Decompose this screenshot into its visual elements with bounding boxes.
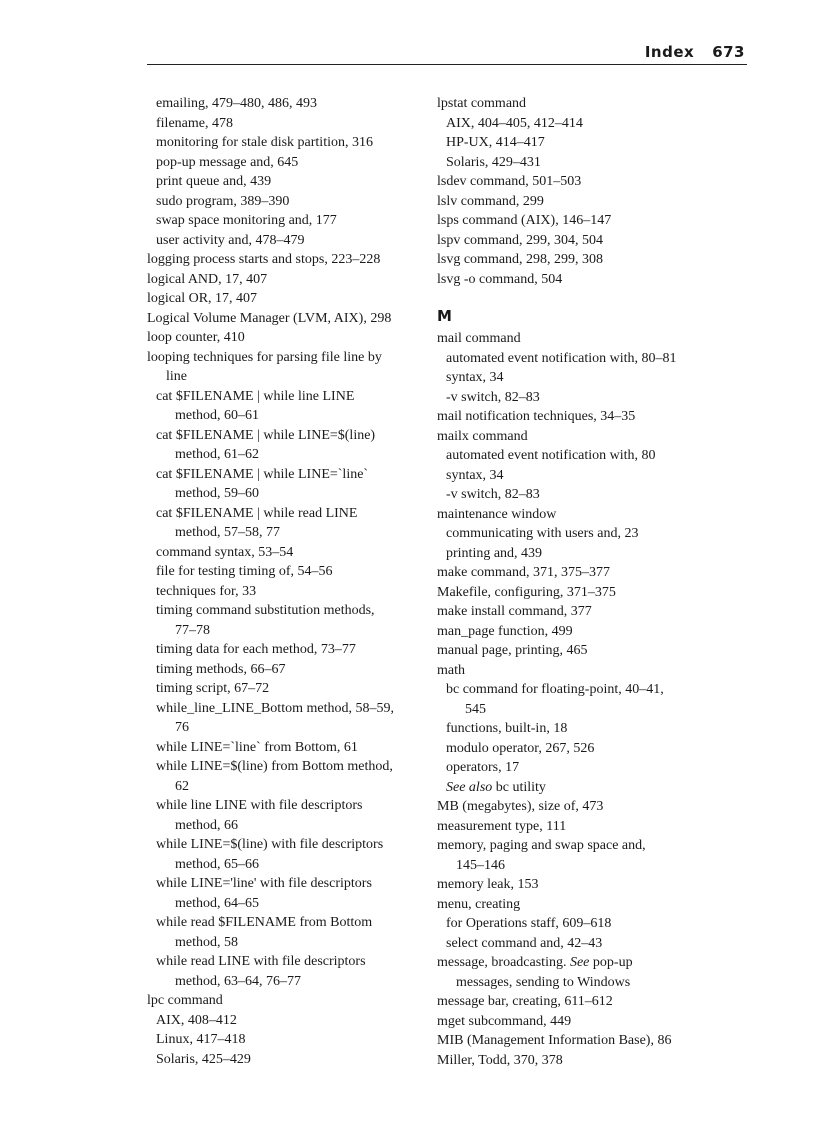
index-entry (437, 641, 737, 661)
index-subentry (437, 153, 737, 173)
entry-continuation: 77–78 (175, 622, 210, 638)
page-header (147, 40, 747, 66)
index-entry (147, 289, 417, 309)
entry-text: lslv command, 299 (437, 193, 544, 209)
index-subentry (147, 699, 417, 738)
entry-text: HP-UX, 414–417 (446, 135, 545, 150)
entry-text: Solaris, 425–429 (156, 1051, 251, 1067)
entry-text: while_line_LINE_Bottom method, 58–59, (156, 700, 394, 716)
entry-text: swap space monitoring and, 177 (156, 213, 337, 228)
entry-text: measurement type, 111 (437, 818, 567, 834)
entry-text: logical OR, 17, 407 (147, 291, 258, 306)
index-entry (437, 94, 737, 114)
entry-continuation: 545 (465, 701, 486, 717)
entry-text: command syntax, 53–54 (156, 544, 294, 560)
index-subentry (147, 796, 417, 835)
index-subentry (437, 349, 737, 369)
entry-continuation: method, 65–66 (175, 856, 259, 872)
entry-text: -v switch, 82–83 (446, 389, 540, 405)
entry-text: operators, 17 (446, 760, 520, 775)
index-subentry (437, 485, 737, 505)
index-subentry (147, 660, 417, 680)
index-subentry (147, 211, 417, 231)
entry-text: Logical Volume Manager (LVM, AIX), 298 (147, 310, 392, 326)
index-subentry (147, 172, 417, 192)
entry-text: lspv command, 299, 304, 504 (437, 232, 604, 248)
index-column-right (437, 94, 737, 1070)
entry-text: cat $FILENAME | while LINE=`line` (156, 466, 369, 482)
entry-text: mget subcommand, 449 (437, 1013, 572, 1029)
entry-text: timing script, 67–72 (156, 681, 270, 696)
index-column-left (147, 94, 417, 1069)
section-letter-heading: M (437, 307, 452, 325)
entry-continuation: method, 57–58, 77 (175, 525, 280, 540)
index-subentry (437, 914, 737, 934)
entry-text: automated event notification with, 80–81 (446, 350, 677, 366)
entry-text: menu, creating (437, 896, 521, 912)
entry-text: cat $FILENAME | while LINE=$(line) (156, 427, 376, 443)
index-subentry (437, 719, 737, 739)
entry-text: while read $FILENAME from Bottom (156, 915, 373, 930)
see-also-reference: See also (446, 779, 493, 795)
index-subentry (147, 465, 417, 504)
entry-text: cat $FILENAME | while line LINE (156, 388, 355, 404)
entry-text: lpc command (147, 993, 223, 1008)
section-title: Index (644, 43, 695, 61)
entry-text: automated event notification with, 80 (446, 448, 656, 463)
index-subentry (437, 758, 737, 778)
index-entry (147, 309, 417, 329)
index-subentry (147, 231, 417, 251)
entry-continuation: method, 64–65 (175, 895, 259, 911)
entry-text: lsvg command, 298, 299, 308 (437, 252, 604, 267)
index-entry (437, 172, 737, 192)
index-entry (437, 192, 737, 212)
index-entry (437, 231, 737, 251)
index-subentry (147, 543, 417, 563)
entry-text: lpstat command (437, 96, 527, 111)
index-entry (147, 328, 417, 348)
entry-text: while LINE='line' with file descriptors (156, 876, 372, 891)
entry-text: message bar, creating, 611–612 (437, 994, 613, 1009)
entry-text: mail notification techniques, 34–35 (437, 409, 636, 424)
entry-text: timing data for each method, 73–77 (156, 642, 356, 657)
index-group-m (437, 329, 737, 1070)
index-subentry (147, 426, 417, 465)
index-entry (437, 622, 737, 642)
entry-text: Linux, 417–418 (156, 1032, 246, 1047)
entry-continuation: method, 60–61 (175, 408, 259, 423)
entry-continuation: 76 (175, 720, 189, 735)
index-subentry (437, 466, 737, 486)
entry-continuation: method, 63–64, 76–77 (175, 973, 301, 989)
entry-text: message, broadcasting. (437, 955, 567, 970)
entry-text: make install command, 377 (437, 604, 592, 619)
index-subentry (437, 544, 737, 564)
index-entry (437, 797, 737, 817)
index-subentry (147, 679, 417, 699)
index-subentry (147, 874, 417, 913)
entry-text: bc command for floating-point, 40–41, (446, 682, 664, 697)
entry-text: emailing, 479–480, 486, 493 (156, 96, 317, 111)
index-subentry (437, 368, 737, 388)
entry-text: user activity and, 478–479 (156, 232, 305, 248)
index-subentry (147, 133, 417, 153)
entry-text: Miller, Todd, 370, 378 (437, 1052, 563, 1068)
index-entry (437, 427, 737, 447)
index-subentry (437, 388, 737, 408)
index-entry (437, 1051, 737, 1071)
index-subentry (437, 446, 737, 466)
index-entry (437, 1012, 737, 1032)
index-subentry (437, 524, 737, 544)
page-number: 673 (712, 43, 745, 61)
entry-text: communicating with users and, 23 (446, 526, 639, 541)
index-subentry (147, 582, 417, 602)
entry-text: AIX, 404–405, 412–414 (446, 115, 583, 131)
entry-text: looping techniques for parsing file line by (147, 349, 382, 365)
entry-text: printing and, 439 (446, 545, 543, 561)
index-entry (437, 817, 737, 837)
index-entry (437, 211, 737, 231)
index-subentry (147, 757, 417, 796)
entry-text: memory, paging and swap space and, (437, 838, 646, 853)
entry-continuation: method, 59–60 (175, 486, 259, 501)
entry-continuation: 145–146 (456, 857, 505, 873)
index-entry (437, 602, 737, 622)
index-subentry (437, 934, 737, 954)
index-entry (437, 407, 737, 427)
entry-text: techniques for, 33 (156, 583, 257, 599)
entry-text: make command, 371, 375–377 (437, 565, 611, 580)
index-subentry (147, 913, 417, 952)
entry-text: logical AND, 17, 407 (147, 271, 268, 287)
index-subentry (437, 133, 737, 153)
entry-text: modulo operator, 267, 526 (446, 740, 595, 756)
index-subentry (147, 601, 417, 640)
index-entry (437, 250, 737, 270)
entry-text: -v switch, 82–83 (446, 487, 540, 502)
index-subentry (147, 153, 417, 173)
entry-text: bc utility (495, 779, 546, 795)
index-entry (437, 563, 737, 583)
entry-text: AIX, 408–412 (156, 1012, 237, 1028)
running-head (645, 43, 745, 61)
index-subentry (147, 504, 417, 543)
index-entry (147, 348, 417, 387)
entry-text: loop counter, 410 (147, 330, 245, 345)
index-subentry (147, 192, 417, 212)
entry-text: MIB (Management Information Base), 86 (437, 1033, 672, 1048)
index-entry (437, 661, 737, 681)
entry-continuation: method, 58 (175, 934, 238, 950)
entry-text: while LINE=$(line) from Bottom method, (156, 759, 393, 774)
index-subentry (147, 738, 417, 758)
index-subentry (437, 778, 737, 798)
entry-text: pop-up (592, 955, 633, 970)
entry-text: cat $FILENAME | while read LINE (156, 505, 358, 521)
index-subentry (147, 835, 417, 874)
index-entry (437, 1031, 737, 1051)
index-subentry (147, 1030, 417, 1050)
index-entry (437, 895, 737, 915)
entry-text: syntax, 34 (446, 370, 504, 385)
index-subentry (147, 94, 417, 114)
entry-continuation: method, 61–62 (175, 447, 259, 462)
index-subentry (147, 640, 417, 660)
entry-text: print queue and, 439 (156, 174, 272, 189)
header-rule (147, 64, 747, 65)
entry-text: timing command substitution methods, (156, 603, 375, 618)
entry-continuation: 62 (175, 778, 189, 794)
entry-text: lsvg -o command, 504 (437, 271, 563, 287)
entry-text: Makefile, configuring, 371–375 (437, 584, 616, 600)
entry-text: while read LINE with file descriptors (156, 954, 366, 969)
entry-text: select command and, 42–43 (446, 935, 603, 951)
entry-text: monitoring for stale disk partition, 316 (156, 135, 373, 150)
entry-text: pop-up message and, 645 (156, 154, 299, 170)
entry-text: while line LINE with file descriptors (156, 798, 363, 813)
index-entry (147, 250, 417, 270)
entry-text: file for testing timing of, 54–56 (156, 564, 333, 579)
index-entry (437, 875, 737, 895)
entry-text: timing methods, 66–67 (156, 661, 286, 677)
index-entry (147, 270, 417, 290)
index-subentry (147, 562, 417, 582)
index-entry (437, 583, 737, 603)
index-entry (437, 992, 737, 1012)
index-subentry (147, 952, 417, 991)
entry-text: manual page, printing, 465 (437, 643, 588, 658)
index-entry (437, 329, 737, 349)
index-subentry (437, 739, 737, 759)
entry-text: while LINE=`line` from Bottom, 61 (156, 739, 358, 755)
index-entry (437, 270, 737, 290)
entry-text: lsps command (AIX), 146–147 (437, 213, 612, 228)
entry-text: mail command (437, 331, 521, 346)
entry-text: syntax, 34 (446, 467, 504, 483)
entry-continuation: messages, sending to Windows (456, 974, 631, 990)
entry-text: while LINE=$(line) with file descriptors (156, 837, 384, 852)
index-subentry (437, 114, 737, 134)
entry-text: mailx command (437, 428, 528, 444)
index-subentry (437, 680, 737, 719)
entry-text: for Operations staff, 609–618 (446, 916, 612, 931)
see-reference: See (569, 955, 590, 970)
index-entry (437, 836, 737, 875)
entry-text: logging process starts and stops, 223–228 (147, 252, 381, 267)
entry-text: functions, built-in, 18 (446, 721, 568, 736)
entry-continuation: method, 66 (175, 817, 238, 833)
entry-text: Solaris, 429–431 (446, 154, 541, 170)
entry-text: math (437, 662, 465, 678)
index-entry (147, 991, 417, 1011)
index-subentry (147, 1011, 417, 1031)
entry-text: lsdev command, 501–503 (437, 174, 582, 189)
entry-text: man_page function, 499 (437, 623, 573, 639)
entry-text: filename, 478 (156, 115, 233, 131)
index-subentry (147, 1050, 417, 1070)
entry-continuation: line (166, 369, 187, 384)
entry-text: maintenance window (437, 506, 557, 522)
index-subentry (147, 114, 417, 134)
index-entry (437, 505, 737, 525)
entry-text: memory leak, 153 (437, 877, 539, 892)
index-subentry (147, 387, 417, 426)
index-entry (437, 953, 737, 992)
entry-text: MB (megabytes), size of, 473 (437, 799, 604, 814)
index-group-l (437, 94, 737, 289)
entry-text: sudo program, 389–390 (156, 193, 290, 209)
